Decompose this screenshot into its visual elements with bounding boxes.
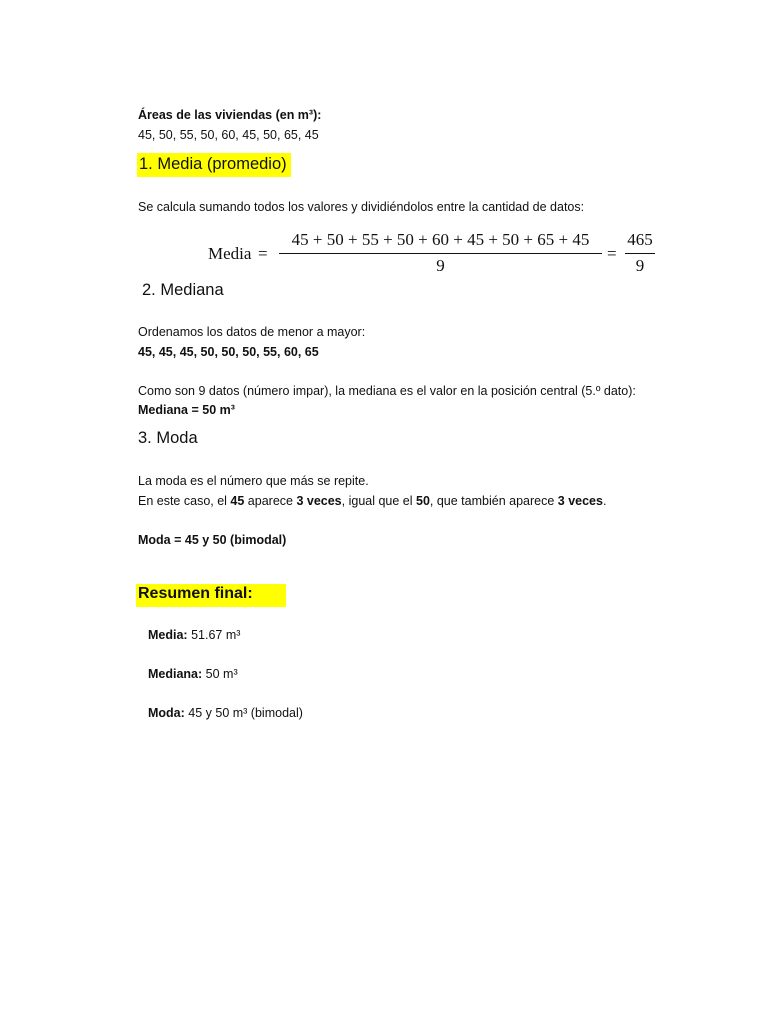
resumen-item-mediana	[148, 667, 238, 681]
moda-definition: La moda es el número que más se repite.	[138, 474, 369, 488]
resumen-item-label: Media:	[148, 628, 188, 642]
moda-heading: 3. Moda	[138, 429, 198, 447]
fraction-bar-result	[625, 253, 655, 254]
formula-equals-2: =	[607, 244, 617, 263]
result-denominator: 9	[635, 256, 645, 275]
formula-numerator: 45 + 50 + 55 + 50 + 60 + 45 + 50 + 65 + 45	[291, 230, 590, 249]
mediana-result: Mediana = 50 m³	[138, 403, 235, 417]
mediana-ordered-values: 45, 45, 45, 50, 50, 50, 55, 60, 65	[138, 345, 319, 359]
moda-case-times-1: 3 veces	[296, 494, 342, 508]
media-heading-text: 1. Media (promedio)	[137, 153, 291, 177]
resumen-item-value: 51.67 m³	[187, 628, 241, 642]
mediana-order-text: Ordenamos los datos de menor a mayor:	[138, 325, 366, 339]
moda-case-end: .	[602, 494, 607, 508]
areas-values: 45, 50, 55, 50, 60, 45, 50, 65, 45	[138, 128, 319, 142]
moda-case-text	[138, 494, 606, 508]
moda-case-value-50: 50	[416, 494, 430, 508]
resumen-item-value: 50 m³	[202, 667, 238, 681]
resumen-heading-highlight	[136, 584, 286, 607]
resumen-item-moda	[148, 706, 303, 720]
fraction-bar	[279, 253, 602, 254]
moda-case-times-2: 3 veces	[557, 494, 603, 508]
resumen-item-media	[148, 628, 240, 642]
formula-label: Media	[208, 244, 252, 263]
moda-case-prefix: En este caso, el	[138, 494, 231, 508]
moda-case-mid2: , igual que el	[341, 494, 416, 508]
formula-denominator: 9	[436, 256, 445, 275]
resumen-item-label: Mediana:	[148, 667, 203, 681]
moda-case-value-45: 45	[230, 494, 245, 508]
media-heading	[137, 153, 291, 177]
formula-fraction-main	[279, 230, 602, 276]
mediana-heading: 2. Mediana	[142, 281, 224, 299]
result-numerator: 465	[627, 230, 653, 249]
formula-fraction-result	[625, 230, 655, 276]
formula-equals-1: =	[258, 244, 268, 263]
moda-result: Moda = 45 y 50 (bimodal)	[138, 533, 287, 547]
resumen-heading: Resumen final:	[138, 585, 253, 602]
resumen-item-label: Moda:	[148, 706, 185, 720]
resumen-item-value: 45 y 50 m³ (bimodal)	[184, 706, 303, 720]
areas-title: Áreas de las viviendas (en m³):	[138, 108, 322, 122]
moda-case-mid1: aparece	[244, 494, 297, 508]
mediana-explanation: Como son 9 datos (número impar), la mediana es el valor en la posición central (5.º dato):	[138, 384, 636, 398]
moda-case-mid3: , que también aparece	[429, 494, 558, 508]
media-description: Se calcula sumando todos los valores y dividiéndolos entre la cantidad de datos:	[138, 200, 585, 214]
